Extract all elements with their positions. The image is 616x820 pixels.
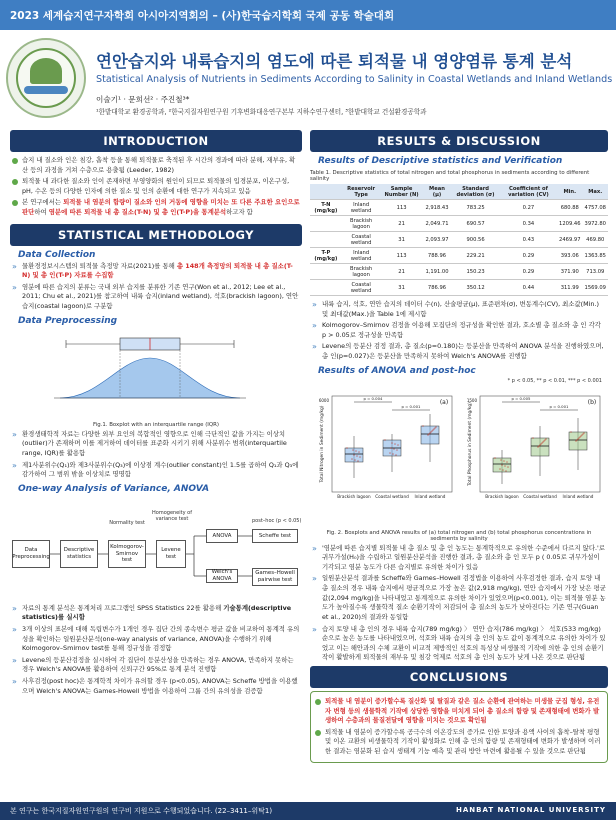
introduction-heading: INTRODUCTION xyxy=(10,130,302,152)
anova-results-heading: Results of ANOVA and post-hoc xyxy=(318,365,476,376)
chart_a-point xyxy=(395,454,397,456)
preproc-item-1: » 환경생태학적 자료는 다양한 외부 요인의 복합적인 영향으로 인해 극단적인 값을 가지는 이상치(outlier)가 존재하며 이를 제거하여 데이터를 표준화 시키기 위해 사분위수 범위(interquartile range, IQR)를 활용함 xyxy=(12,430,300,459)
table-cell: 3972.80 xyxy=(583,216,609,232)
chart_b-point xyxy=(575,440,577,442)
anova-heading: One-way Analysis of Variance, ANOVA xyxy=(18,483,210,494)
anova-item-1-bold: 기술통계(descriptive statistics)를 실시함 xyxy=(22,603,292,622)
homogeneity-label: Homogeneity of variance test xyxy=(152,509,192,522)
chart_b-category-label: Coastal wetland xyxy=(523,493,557,499)
results-item-2: » Kolmogorov–Smirnov 검정을 이용해 모집단의 정규성을 확인한 결과, 호소별 총 질소와 총 인 각각 p > 0.05로 정규성을 만족함 xyxy=(312,321,606,340)
table-cell: 21 xyxy=(380,216,422,232)
chart_b-sig-label-2: p = 0.001 xyxy=(549,403,569,409)
intro-b3-highlight-2: 염분에 따른 퇴적물 내 총 질소(T-N) 및 총 인(T-P)을 통계분석 xyxy=(48,208,227,217)
table-cell: T-P (mg/kg) xyxy=(310,248,342,264)
chart_a-point xyxy=(358,451,360,453)
chart_b-ylabel: Total Phosphorus in Sediment (mg/kg) xyxy=(468,401,473,486)
conference-banner: 2023 세계습지연구자학회 아시아지역회의 – (사)한국습지학회 국제 공동 학술대회 xyxy=(0,0,616,30)
chart_a-point xyxy=(397,444,399,446)
data-preprocessing-heading: Data Preprocessing xyxy=(18,315,118,326)
table-cell: 113 xyxy=(380,248,422,264)
discussion-item-3: » 습지 토양 내 총 인의 경우 내륙 습지(789 mg/kg) 〉 연안 습지(786 mg/kg) 〉 석호(533 mg/kg) 순으로 높은 농도를 나타내었으며, 석호와 내륙 습지의 총 인의 농도 값이 통계적으로 유의한 차이가 있었고 이는 해안과의 수체 교환이 비교적 제방적인 석호의 특성상 비생물적 기작에 의한 총 인의 순환기작이 활발하게 퇴적물의 재부유 및 침강 억제로 석호의 총 인의 농도가 낮게 나온 것으로 판단됨 xyxy=(312,625,606,663)
table-cell xyxy=(310,232,342,248)
chart_a-panel-tag: (a) xyxy=(439,398,449,406)
anova-item-1 xyxy=(12,604,300,623)
table-cell: 0.29 xyxy=(500,264,557,280)
posthoc-label: post–hoc (p < 0.05) xyxy=(252,517,302,524)
table-cell: 713.09 xyxy=(583,264,609,280)
authors: 이술기¹ · 문희선² · 주진철³* xyxy=(96,95,190,104)
chart_a-ymax-label: 6000 xyxy=(318,397,329,403)
table-cell: 0.34 xyxy=(500,216,557,232)
table-cell: 788.96 xyxy=(423,248,451,264)
chart_a-point xyxy=(389,452,391,454)
chart_b-box xyxy=(531,438,549,456)
significance-note: * p < 0.05, ** p < 0.01, *** p < 0.001 xyxy=(507,377,602,384)
conclusion-item-2 xyxy=(315,728,603,757)
chart_a-point xyxy=(391,442,393,444)
figure-1-caption: Fig.1. Boxplot with an interquartile range (IQR) xyxy=(93,421,219,428)
left-column xyxy=(10,130,302,802)
conclusions-box xyxy=(310,691,608,763)
chart_a-point xyxy=(357,460,359,462)
table-cell: 0.44 xyxy=(500,280,557,296)
table-cell: 786.96 xyxy=(423,280,451,296)
right-column xyxy=(310,130,608,802)
discussion-item-1: » '염분에 따른 습지별 퇴적물 내 총 질소 및 총 인 농도는 통계학적으로 유의한 수준에서 다르지 않다.'로 귀무가설(H₀)을 수립하고 일원분산분석을 진행한 결과, 총 질소와 총 인 모두 p ( 0.05로 귀무가설이 기각되고 염분 농도가 다른 습지별로 유의한 차이가 있음 xyxy=(312,544,606,573)
university-name: HANBAT NATIONAL UNIVERSITY xyxy=(455,806,606,814)
table-cell xyxy=(310,280,342,296)
table-cell: 2,093.97 xyxy=(423,232,451,248)
table-header-cell: Max. xyxy=(583,184,609,200)
results-item-3: » Levene의 등분산 검정 결과, 총 질소(p=0.180)는 등분산을 만족하여 ANOVA 분석을 진행하였으며, 총 인(p=0.027)은 등분산을 만족하지 못하여 Welch's ANOVA를 진행함 xyxy=(312,342,606,361)
chart_b-point xyxy=(570,431,572,433)
chart_a-point xyxy=(354,459,356,461)
chart_a-point xyxy=(394,443,396,445)
chart_b-point xyxy=(499,468,501,470)
table-cell xyxy=(310,216,342,232)
table-header-row xyxy=(310,184,608,200)
chart_b-point xyxy=(500,459,502,461)
table-header-cell xyxy=(310,184,342,200)
iqr-boxplot-figure xyxy=(10,328,302,416)
table-row xyxy=(310,248,608,264)
table-header-cell: Sample Number (N) xyxy=(380,184,422,200)
intro-b3-highlight-1: 퇴적물 내 염분의 함량이 질소와 인의 거동에 영향을 미치는 또 다른 주요한 요인으로 판단 xyxy=(22,198,300,217)
table-cell: 1363.85 xyxy=(583,248,609,264)
table-cell: T-N (mg/kg) xyxy=(310,200,342,216)
table-row xyxy=(310,232,608,248)
data-collection-heading: Data Collection xyxy=(18,249,96,260)
poster-title-english: Statistical Analysis of Nutrients in Sediments According to Salinity in Coastal Wetlands and Inland Wetlands xyxy=(96,74,613,85)
chart_a-point xyxy=(352,449,354,451)
chart_b-point xyxy=(494,457,496,459)
table-header-cell: Mean (μ) xyxy=(423,184,451,200)
chart_b-point xyxy=(532,437,534,439)
table-cell: Coastal wetland xyxy=(342,232,381,248)
chart_a-sig-label-1: p = 0.004 xyxy=(363,395,383,401)
chart_b-point xyxy=(506,461,508,463)
poster-body xyxy=(0,130,616,802)
chart_a-point xyxy=(392,453,394,455)
collection-item-1-highlight: 총 148개 측정망의 퇴적물 내 총 질소(T-N) 및 총 인(T-P) 자료를 수집함 xyxy=(22,261,293,280)
intro-b3-mid: 하여 xyxy=(34,208,49,217)
table-header-cell: Min. xyxy=(557,184,582,200)
table-row xyxy=(310,264,608,280)
table-cell: 1,191.00 xyxy=(423,264,451,280)
affiliations: ¹한밭대학교 환경공학과, ²한국지질자원연구원 기후변화대응연구본부 지하수연구센터, ³한밭대학교 건설환경공학과 xyxy=(96,108,427,116)
table-cell: Coastal wetland xyxy=(342,280,381,296)
chart_b-point xyxy=(503,460,505,462)
table-cell: 371.90 xyxy=(557,264,582,280)
anova-item-1-pre: 자료의 통계 분석은 통계처리 프로그램인 SPSS Statistics 22를 활용해 xyxy=(22,603,224,612)
chart_a-point xyxy=(396,449,398,451)
table-cell: 113 xyxy=(380,200,422,216)
table-cell: 783.25 xyxy=(451,200,500,216)
table-cell: 680.88 xyxy=(557,200,582,216)
table-cell: 31 xyxy=(380,232,422,248)
chart_b-category-label: Brackish lagoon xyxy=(485,493,519,499)
table-header-cell: Reservoir Type xyxy=(342,184,381,200)
table-cell: 229.21 xyxy=(451,248,500,264)
chart_a-category-label: Brackish lagoon xyxy=(337,493,371,499)
chart_a-point xyxy=(353,454,355,456)
descriptive-statistics-box: Descriptive statistics xyxy=(60,540,98,568)
intro-bullet-2: 퇴적물 내 과다한 질소와 인이 존재하면 부영양화의 원인이 되므로 퇴적물의 입경분포, 이온구성, pH, 수온 등의 다양한 인자에 의한 질소 및 인의 순환에 대한 연구가 지속되고 있음 xyxy=(12,177,300,196)
table-cell: 21 xyxy=(380,264,422,280)
table-cell: 0.29 xyxy=(500,248,557,264)
table-cell: 311.99 xyxy=(557,280,582,296)
table-cell: 4757.08 xyxy=(583,200,609,216)
funding-note: 본 연구는 한국지질자원연구원의 연구비 지원으로 수행되었습니다. (22–3411–위탁1) xyxy=(10,807,273,815)
chart_b-point xyxy=(502,469,504,471)
chart_a-ylabel: Total Nitrogen in Sediment (mg/kg) xyxy=(320,405,325,483)
conclusion-item-1 xyxy=(315,697,603,726)
table-cell: Inland wetland xyxy=(342,248,381,264)
ks-test-box: Kolmogorov-Smirnov test xyxy=(108,540,146,568)
table-header-cell: Standard deviation (σ) xyxy=(451,184,500,200)
chart_a-category-label: Coastal wetland xyxy=(375,493,409,499)
descriptive-statistics-table xyxy=(310,184,608,296)
chart_a-point xyxy=(390,447,392,449)
table-cell: 2,049.71 xyxy=(423,216,451,232)
table-cell: 690.57 xyxy=(451,216,500,232)
table-cell: 350.12 xyxy=(451,280,500,296)
table-cell: 393.06 xyxy=(557,248,582,264)
society-logo xyxy=(6,38,86,118)
table-cell: 1209.46 xyxy=(557,216,582,232)
leaf-icon xyxy=(30,58,62,84)
chart_b-point xyxy=(537,446,539,448)
methodology-heading: STATISTICAL METHODOLOGY xyxy=(10,224,302,246)
chart_a-point xyxy=(355,450,357,452)
poster-title-korean: 연안습지와 내륙습지의 염도에 따른 퇴적물 내 영양염류 통계 분석 xyxy=(96,52,573,71)
anova-item-2: » 3개 이상의 표본에 대해 독립변수가 1개인 경우 집단 간의 종속변수 평균 값을 비교하여 통계적 유의성을 확인하는 일원분산분석(one-way analysis of variance, ANOVA)을 수행하기 위해 Kolmogorov–Smirnov test를 통해 정규성을 검정함 xyxy=(12,625,300,654)
table-cell: 2,918.43 xyxy=(423,200,451,216)
anova-flowchart xyxy=(10,496,302,600)
levene-test-box: Levene test xyxy=(156,540,186,568)
table-1-caption: Table 1. Descriptive statistics of total nitrogen and total phosphorus in sediments according to different salinity xyxy=(310,170,590,182)
descriptive-results-heading: Results of Descriptive statistics and Verification xyxy=(318,156,563,166)
anova-boxplot-figure xyxy=(310,384,608,524)
chart_a-point xyxy=(427,434,429,436)
chart_b-point xyxy=(505,470,507,472)
anova-box: ANOVA xyxy=(206,529,238,543)
chart_b-box xyxy=(569,432,587,450)
anova-item-3: » Levene의 등분산검정을 실시하여 각 집단이 등분산성을 만족하는 경우 ANOVA, 만족하지 못하는 경우 Welch's ANOVA를 활용하여 신뢰구간 95%로 통계 분석 진행함 xyxy=(12,656,300,675)
wave-icon xyxy=(24,86,68,94)
normality-label: Normality test xyxy=(109,519,145,526)
poster-footer xyxy=(0,802,616,820)
table-row xyxy=(310,280,608,296)
intro-bullet-3 xyxy=(12,198,300,217)
table-cell: 31 xyxy=(380,280,422,296)
chart_b-point xyxy=(501,464,503,466)
table-cell: 469.80 xyxy=(583,232,609,248)
results-heading: RESULTS & DISCUSSION xyxy=(310,130,608,152)
chart_a-point xyxy=(356,455,358,457)
intro-b3-post: 하고자 함 xyxy=(226,208,253,217)
collection-item-1 xyxy=(12,262,300,281)
preproc-item-2: » 제1사분위수(Q₁)와 제3사분위수(Q₃)에 이상점 계수(outlier constant)인 1.5를 곱하여 Q₁과 Q₃에 감가하여 그 범위 밖을 이상치로 명명함 xyxy=(12,461,300,480)
anova-item-4: » 사후검정(post hoc)은 통계학적 차이가 유의할 경우 (p<0.05), ANOVA는 Scheffe 방법을 이용했으며 Welch's ANOVA는 Games-Howell 방법을 이용하여 그룹 간의 유의성을 검증함 xyxy=(12,677,300,696)
chart_a-category-label: Inland wetland xyxy=(414,493,446,499)
conclusion-item-1-text: 퇴적물 내 염분이 증가할수록 질산화 및 탈질과 같은 질소 순환에 관여하는 미생물 군집 형성, 유전자 변형 등의 생물학적 기작에 상당한 영향을 미치게 되어 총 질소의 함량 및 존재형태에 변화가 발생하여 수층과의 물질전달에 영향을 미치는 것으로 확인됨 xyxy=(325,696,600,725)
table-row xyxy=(310,200,608,216)
welch-anova-box: Welch's ANOVA xyxy=(206,569,238,583)
collection-item-2: » 염분에 따른 습지의 분류는 국내 외부 습지를 분류한 기존 연구(Won et al., 2012; Lee et al., 2011; Chu et al., 2021)를 참고하여 내륙 습지(inland wetland), 석호(brackish lagoon), 연안 습지(coastal lagoon)로 구분함 xyxy=(12,283,300,312)
table-row xyxy=(310,216,608,232)
chart_a-point xyxy=(422,425,424,427)
data-preprocessing-box: Data Preprocessing xyxy=(12,540,50,568)
intro-b3-pre: 본 연구에서는 xyxy=(22,198,64,207)
table-cell: Inland wetland xyxy=(342,200,381,216)
collection-item-1-pre: 물환경정보시스템의 퇴적물 측정망 자료(2021)를 통해 xyxy=(22,261,177,270)
chart_a-sig-label-2: p = 0.001 xyxy=(401,403,421,409)
games-howell-box: Games–Howell pairwise test xyxy=(252,568,298,586)
discussion-item-2: » 일원분산분석 결과를 Scheffe와 Games–Howell 검정법을 이용하여 사후검정한 결과, 습지 토양 내 총 질소의 경우 내륙 습지에서 평균적으로 가장 높은 값(2,918 mg/kg), 연안 습지에서 가장 낮은 평균 값(2,094 mg/kg)을 나타내었고 통계적으로 유의한 차이가 있었으며(p<0.001), 이는 퇴적물 염분 농도가 높아질수록 생물학적 질소 순환기작이 저감되어 총 질소의 농도가 낮아진다는 기존 연구(Guan et al., 2020)의 결과와 동일함 xyxy=(312,574,606,622)
figure-2-caption: Fig. 2. Boxplots and ANOVA results of (a) total nitrogen and (b) total phosphorus concentrations in sediments by salinity xyxy=(326,529,592,542)
conclusions-heading: CONCLUSIONS xyxy=(310,666,608,688)
table-cell: 0.43 xyxy=(500,232,557,248)
chart_b-point xyxy=(507,466,509,468)
scheffe-test-box: Scheffe test xyxy=(252,529,298,543)
chart_a-point xyxy=(393,448,395,450)
table-cell: 150.23 xyxy=(451,264,500,280)
chart_b-ymax-label: 1500 xyxy=(466,397,477,403)
table-cell: 900.56 xyxy=(451,232,500,248)
chart_b-category-label: Inland wetland xyxy=(562,493,594,499)
table-cell: 0.27 xyxy=(500,200,557,216)
chart_b-sig-label-1: p = 0.005 xyxy=(511,395,531,401)
intro-bullet-1: 습지 내 질소와 인은 침강, 흡착 등을 통해 퇴적물로 축적된 후 시간의 경과에 따라 분해, 재부유, 확산 등의 과정을 거쳐 수층으로 용출됨 (Leeder, 1982) xyxy=(12,156,300,175)
conclusion-item-2-text: 퇴적물 내 염분이 증가할수록 공극수의 이온강도의 증가로 인한 토양과 용액 사이의 흡착–탈착 평형 및 이온 교환의 비생물학적 기작이 활성화로 인해 총 인의 함량 및 존재형태에 변화가 발생하며 이러한 결과는 염분화 된 습지 생태계 기능 예측 및 관리 방안 마련에 활용될 수 있을 것으로 판단됨 xyxy=(325,727,601,756)
table-cell: Brackish lagoon xyxy=(342,264,381,280)
table-cell: 2469.97 xyxy=(557,232,582,248)
table-cell: 1569.09 xyxy=(583,280,609,296)
results-item-1: » 내륙 습지, 석호, 연안 습지의 데이터 수(n), 산술평균(μ), 표준편차(σ), 변동계수(CV), 최소값(Min.) 및 최대값(Max.)을 Table 1에 제시함 xyxy=(312,300,606,319)
chart_b-panel-tag: (b) xyxy=(587,398,597,406)
chart_b-point xyxy=(504,465,506,467)
chart_a-box xyxy=(421,426,439,444)
chart_a-point xyxy=(346,447,348,449)
table-header-cell: Coefficient of variation (CV) xyxy=(500,184,557,200)
table-cell: Brackish lagoon xyxy=(342,216,381,232)
poster-header xyxy=(0,30,616,130)
chart_a-point xyxy=(384,439,386,441)
chart_a-point xyxy=(351,458,353,460)
chart_a-point xyxy=(359,456,361,458)
table-cell xyxy=(310,264,342,280)
